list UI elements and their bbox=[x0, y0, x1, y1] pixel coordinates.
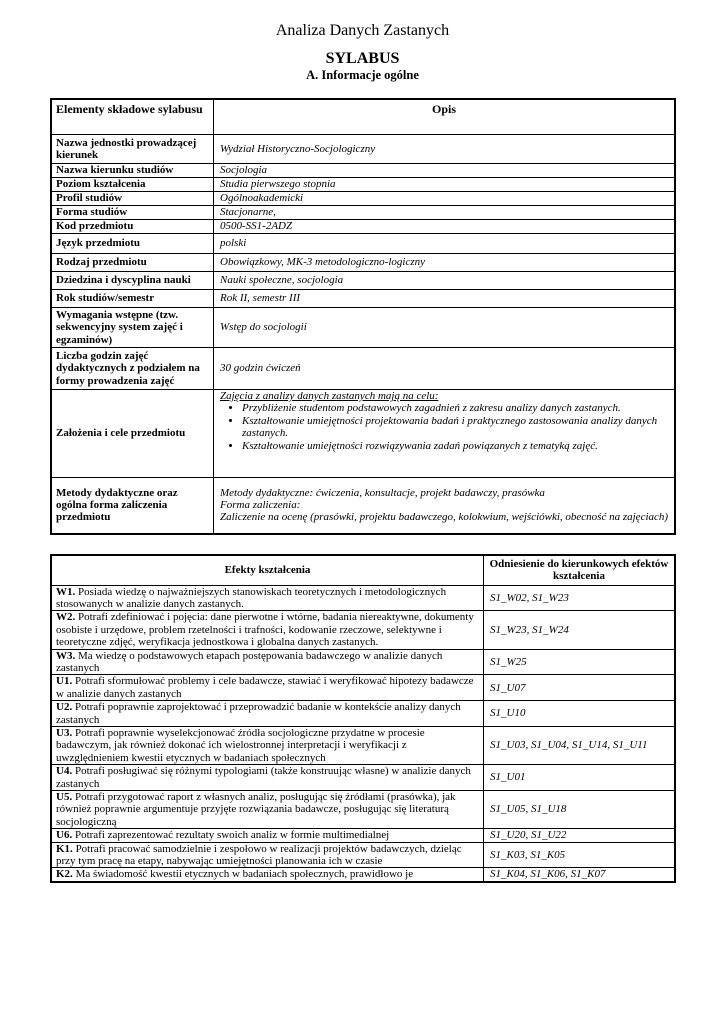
outcome-ref: S1_W23, S1_W24 bbox=[484, 611, 676, 649]
outcome-text bbox=[51, 585, 484, 611]
info-row bbox=[51, 272, 675, 290]
outcome-ref: S1_U20, S1_U22 bbox=[484, 829, 676, 842]
methods-line: Zaliczenie na ocenę (prasówki, projektu badawczego, kolokwium, wejściówki, obecność na zajęciach) bbox=[220, 511, 669, 524]
outcome-code: U1. bbox=[56, 675, 73, 688]
outcome-code: U3. bbox=[56, 726, 73, 739]
effects-header: Efekty kształcenia bbox=[51, 555, 484, 585]
outcome-code: W1. bbox=[56, 585, 76, 598]
goals-key: Założenia i cele przedmiotu bbox=[51, 390, 214, 478]
info-row bbox=[51, 308, 675, 348]
document-title: Analiza Danych Zastanych bbox=[275, 22, 450, 39]
outcome-code: U6. bbox=[56, 829, 73, 842]
general-info-table bbox=[50, 98, 676, 535]
outcome-desc: Potrafi poprawnie wyselekcjonować źródła socjologiczne przydatne w procesie badawczym, jak również dokonać ich wielostronnej interpretacji i weryfikacji z uwzględnieniem kwestii etycznych w badaniach społecznych bbox=[56, 726, 425, 764]
outcome-desc: Potrafi sformułować problemy i cele badawcze, stawiać i weryfikować hipotezy badawcze w analizie danych zastanych bbox=[56, 675, 474, 700]
outcome-desc: Potrafi zdefiniować i pojęcia: dane pierwotne i wtórne, badania niereaktywne, dokumenty osobiste i urzędowe, problem rzetelności i trafności, kodowanie rzeczowe, selektywne i teoretyczne zdjęć, weryfikacja jednostkowa i globalna danych zastanych. bbox=[56, 611, 474, 649]
outcome-row bbox=[51, 701, 675, 727]
methods-row bbox=[51, 478, 675, 534]
goals-bullet: • Kształtowanie umiejętności rozwiązywania zadań powiązanych z tematyką zajęć. bbox=[242, 440, 670, 452]
info-key: Forma studiów bbox=[51, 206, 214, 220]
outcome-desc: Potrafi pracować samodzielnie i zespołowo w realizacji projektów badawczych, dzieląc przy tym pracę na etapy, nabywając umiejętności planowania ich w czasie bbox=[56, 842, 462, 868]
outcome-row bbox=[51, 765, 675, 791]
outcome-code: W3. bbox=[56, 649, 76, 662]
goals-bullet: • Przybliżenie studentom podstawowych zagadnień z zakresu analizy danych zastanych. bbox=[242, 402, 670, 414]
outcome-desc: Ma wiedzę o podstawowych etapach postępowania badawczego w analizie danych zastanych bbox=[56, 649, 443, 674]
outcome-row bbox=[51, 675, 675, 701]
info-row bbox=[51, 135, 675, 164]
outcome-text bbox=[51, 649, 484, 675]
info-value: Wydział Historyczno-Socjologiczny bbox=[214, 135, 676, 164]
info-value: Obowiązkowy, MK-3 metodologiczno-logiczny bbox=[214, 254, 676, 272]
info-value: Studia pierwszego stopnia bbox=[214, 178, 676, 192]
info-header-key: Elementy składowe sylabusu bbox=[51, 99, 214, 135]
info-value: Stacjonarne, bbox=[214, 206, 676, 220]
outcome-text bbox=[51, 726, 484, 764]
methods-key: Metody dydaktyczne oraz ogólna forma zaliczenia przedmiotu bbox=[51, 478, 214, 534]
info-row bbox=[51, 290, 675, 308]
goals-value bbox=[214, 390, 676, 478]
goals-intro: Zajęcia z analizy danych zastanych mają na celu: bbox=[220, 390, 439, 402]
outcome-row bbox=[51, 868, 675, 882]
info-row bbox=[51, 164, 675, 178]
outcome-code: K1. bbox=[56, 842, 73, 855]
outcome-row bbox=[51, 585, 675, 611]
info-row bbox=[51, 234, 675, 254]
info-value: 0500-SS1-2ADZ bbox=[214, 220, 676, 234]
info-key: Kod przedmiotu bbox=[51, 220, 214, 234]
outcome-row bbox=[51, 842, 675, 868]
info-row bbox=[51, 178, 675, 192]
outcome-code: U2. bbox=[56, 701, 73, 714]
info-value: 30 godzin ćwiczeń bbox=[214, 348, 676, 390]
methods-line: Forma zaliczenia: bbox=[220, 499, 301, 512]
section-heading: A. Informacje ogólne bbox=[306, 68, 419, 82]
outcome-desc: Ma świadomość kwestii etycznych w badaniach społecznych, prawidłowo je bbox=[75, 868, 414, 881]
learning-outcomes-table bbox=[50, 554, 676, 883]
outcome-code: U4. bbox=[56, 765, 73, 778]
info-key: Język przedmiotu bbox=[51, 234, 214, 254]
info-key: Rodzaj przedmiotu bbox=[51, 254, 214, 272]
info-row bbox=[51, 220, 675, 234]
outcome-row bbox=[51, 611, 675, 649]
outcome-row bbox=[51, 829, 675, 842]
info-key: Wymagania wstępne (tzw. sekwencyjny system zajęć i egzaminów) bbox=[51, 308, 214, 348]
outcome-ref: S1_K03, S1_K05 bbox=[484, 842, 676, 868]
outcome-desc: Potrafi posługiwać się różnymi typologiami (także konstruując własne) w analizie danych zastanych bbox=[56, 765, 471, 790]
outcome-desc: Posiada wiedzę o najważniejszych stanowiskach teoretycznych i metodologicznych stosowanych w analizie danych zastanych. bbox=[56, 585, 447, 610]
outcome-row bbox=[51, 726, 675, 764]
info-value: Ogólnoakademicki bbox=[214, 192, 676, 206]
outcome-ref: S1_W25 bbox=[484, 649, 676, 675]
info-header-desc: Opis bbox=[214, 99, 676, 135]
methods-value bbox=[214, 478, 676, 534]
outcome-text bbox=[51, 765, 484, 791]
info-value: Rok II, semestr III bbox=[214, 290, 676, 308]
outcome-ref: S1_K04, S1_K06, S1_K07 bbox=[484, 868, 676, 882]
info-key: Rok studiów/semestr bbox=[51, 290, 214, 308]
outcome-code: U5. bbox=[56, 791, 73, 803]
outcome-row bbox=[51, 791, 675, 829]
info-row bbox=[51, 254, 675, 272]
outcome-text bbox=[51, 701, 484, 727]
outcome-text bbox=[51, 829, 484, 842]
info-row bbox=[51, 192, 675, 206]
info-value: Socjologia bbox=[214, 164, 676, 178]
outcome-ref: S1_U10 bbox=[484, 701, 676, 727]
info-row bbox=[51, 348, 675, 390]
info-key: Nazwa jednostki prowadzącej kierunek bbox=[51, 135, 214, 164]
outcome-ref: S1_W02, S1_W23 bbox=[484, 585, 676, 611]
outcome-ref: S1_U07 bbox=[484, 675, 676, 701]
goals-row bbox=[51, 390, 675, 478]
references-header: Odniesienie do kierunkowych efektów kształcenia bbox=[484, 555, 676, 585]
info-row bbox=[51, 206, 675, 220]
outcome-ref: S1_U05, S1_U18 bbox=[484, 791, 676, 829]
outcome-ref: S1_U01 bbox=[484, 765, 676, 791]
methods-line: Metody dydaktyczne: ćwiczenia, konsultacje, projekt badawczy, prasówka bbox=[220, 486, 545, 499]
outcome-ref: S1_U03, S1_U04, S1_U14, S1_U11 bbox=[484, 726, 676, 764]
outcome-text bbox=[51, 842, 484, 868]
outcome-desc: Potrafi poprawnie zaprojektować i przeprowadzić badanie w kontekście analizy danych zastanych bbox=[56, 701, 461, 726]
info-key: Dziedzina i dyscyplina nauki bbox=[51, 272, 214, 290]
outcome-text bbox=[51, 611, 484, 649]
outcome-code: K2. bbox=[56, 868, 73, 881]
info-key: Poziom kształcenia bbox=[51, 178, 214, 192]
info-key: Nazwa kierunku studiów bbox=[51, 164, 214, 178]
info-value: Wstęp do socjologii bbox=[214, 308, 676, 348]
info-value: polski bbox=[214, 234, 676, 254]
goals-bullet: • Kształtowanie umiejętności projektowania badań i praktycznego zastosowania analizy danych zastanych. bbox=[242, 415, 670, 440]
outcome-desc: Potrafi zaprezentować rezultaty swoich analiz w formie multimedialnej bbox=[74, 829, 390, 842]
info-key: Profil studiów bbox=[51, 192, 214, 206]
sylabus-heading: SYLABUS bbox=[325, 50, 400, 67]
outcome-code: W2. bbox=[56, 611, 76, 624]
outcome-text bbox=[51, 791, 484, 829]
outcome-text bbox=[51, 868, 484, 882]
info-value: Nauki społeczne, socjologia bbox=[214, 272, 676, 290]
outcome-text bbox=[51, 675, 484, 701]
goals-list bbox=[220, 402, 670, 452]
outcome-row bbox=[51, 649, 675, 675]
info-key: Liczba godzin zajęć dydaktycznych z podziałem na formy prowadzenia zajęć bbox=[51, 348, 214, 390]
outcome-desc: Potrafi przygotować raport z własnych analiz, posługując się źródłami (prasówka), jak również poprawnie argumentuje przyjęte rozwiązania badawcze, posługując się literaturą socjologiczną bbox=[56, 791, 456, 828]
